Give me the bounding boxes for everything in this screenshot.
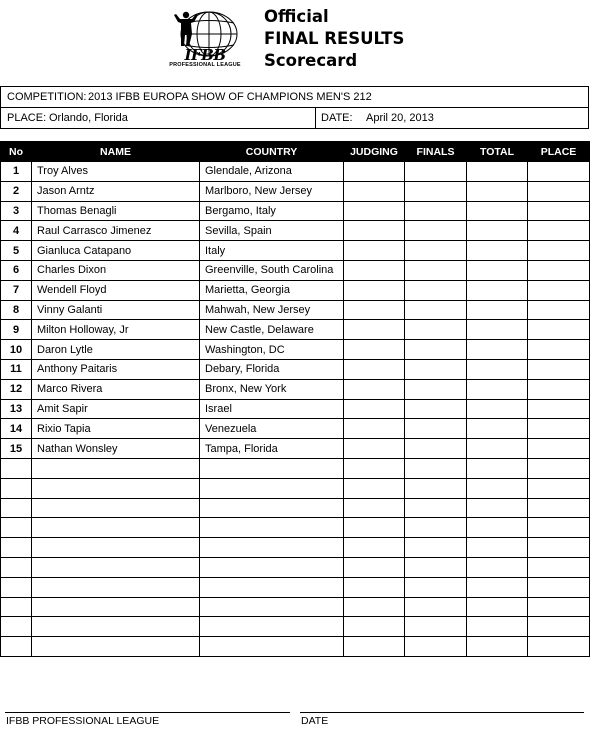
cell-no: 14 xyxy=(1,419,32,439)
col-header-total: TOTAL xyxy=(467,142,528,162)
cell-empty xyxy=(200,478,344,498)
cell-empty xyxy=(528,498,590,518)
cell-finals xyxy=(405,419,467,439)
table-row xyxy=(1,359,590,379)
cell-empty xyxy=(344,597,405,617)
cell-empty xyxy=(528,518,590,538)
place-value: Orlando, Florida xyxy=(49,112,128,124)
cell-empty xyxy=(32,577,200,597)
cell-empty xyxy=(344,617,405,637)
logo-wordmark xyxy=(166,48,244,69)
cell-name: Charles Dixon xyxy=(32,260,200,280)
cell-empty xyxy=(467,577,528,597)
cell-empty xyxy=(1,458,32,478)
table-row xyxy=(1,340,590,360)
cell-empty xyxy=(32,518,200,538)
cell-judging xyxy=(344,201,405,221)
cell-empty xyxy=(200,637,344,657)
cell-no: 11 xyxy=(1,359,32,379)
table-row xyxy=(1,162,590,182)
date-value: April 20, 2013 xyxy=(366,112,434,124)
cell-country: Venezuela xyxy=(200,419,344,439)
cell-empty xyxy=(344,498,405,518)
cell-country: Marlboro, New Jersey xyxy=(200,181,344,201)
table-row xyxy=(1,300,590,320)
cell-name: Thomas Benagli xyxy=(32,201,200,221)
cell-empty xyxy=(200,498,344,518)
cell-no: 10 xyxy=(1,340,32,360)
cell-judging xyxy=(344,439,405,459)
table-row xyxy=(1,181,590,201)
cell-empty xyxy=(32,637,200,657)
cell-empty xyxy=(1,617,32,637)
competition-row xyxy=(1,87,588,107)
table-row-empty xyxy=(1,478,590,498)
cell-empty xyxy=(405,577,467,597)
cell-empty xyxy=(467,597,528,617)
cell-name: Gianluca Catapano xyxy=(32,241,200,261)
cell-empty xyxy=(200,557,344,577)
cell-empty xyxy=(467,458,528,478)
cell-finals xyxy=(405,340,467,360)
cell-finals xyxy=(405,221,467,241)
cell-place xyxy=(528,280,590,300)
cell-name: Amit Sapir xyxy=(32,399,200,419)
cell-empty xyxy=(32,498,200,518)
table-row xyxy=(1,320,590,340)
place-label: PLACE: xyxy=(7,112,47,124)
cell-judging xyxy=(344,300,405,320)
signature-line-date xyxy=(300,712,584,713)
cell-place xyxy=(528,221,590,241)
cell-judging xyxy=(344,280,405,300)
cell-judging xyxy=(344,221,405,241)
col-header-name: NAME xyxy=(32,142,200,162)
cell-judging xyxy=(344,379,405,399)
cell-name: Rixio Tapia xyxy=(32,419,200,439)
table-row xyxy=(1,260,590,280)
table-row xyxy=(1,201,590,221)
cell-finals xyxy=(405,181,467,201)
cell-no: 3 xyxy=(1,201,32,221)
cell-place xyxy=(528,340,590,360)
cell-place xyxy=(528,419,590,439)
cell-name: Raul Carrasco Jimenez xyxy=(32,221,200,241)
cell-name: Troy Alves xyxy=(32,162,200,182)
cell-empty xyxy=(200,518,344,538)
cell-empty xyxy=(344,637,405,657)
table-row xyxy=(1,419,590,439)
cell-judging xyxy=(344,241,405,261)
cell-judging xyxy=(344,260,405,280)
footer-league-label: IFBB PROFESSIONAL LEAGUE xyxy=(6,715,160,727)
place-date-row xyxy=(1,107,588,128)
cell-total xyxy=(467,162,528,182)
cell-name: Marco Rivera xyxy=(32,379,200,399)
cell-empty xyxy=(344,538,405,558)
date-cell xyxy=(315,108,434,128)
cell-name: Jason Arntz xyxy=(32,181,200,201)
table-row xyxy=(1,439,590,459)
cell-place xyxy=(528,241,590,261)
cell-total xyxy=(467,181,528,201)
cell-total xyxy=(467,241,528,261)
cell-empty xyxy=(528,557,590,577)
cell-empty xyxy=(405,637,467,657)
cell-empty xyxy=(405,478,467,498)
cell-empty xyxy=(467,498,528,518)
cell-no: 13 xyxy=(1,399,32,419)
competition-label: COMPETITION: xyxy=(7,91,87,103)
cell-empty xyxy=(1,478,32,498)
cell-place xyxy=(528,379,590,399)
cell-total xyxy=(467,399,528,419)
cell-empty xyxy=(528,617,590,637)
table-row xyxy=(1,399,590,419)
table-row xyxy=(1,280,590,300)
table-row-empty xyxy=(1,637,590,657)
competition-info-box xyxy=(0,86,589,129)
results-table xyxy=(0,141,590,657)
cell-country: Marietta, Georgia xyxy=(200,280,344,300)
title-line-final-results: FINAL RESULTS xyxy=(264,29,405,48)
cell-no: 9 xyxy=(1,320,32,340)
cell-empty xyxy=(344,458,405,478)
cell-judging xyxy=(344,359,405,379)
col-header-place: PLACE xyxy=(528,142,590,162)
logo-professional-league-text: PROFESSIONAL LEAGUE xyxy=(169,62,241,68)
cell-empty xyxy=(467,617,528,637)
logo-ifbb-text: IFBB xyxy=(184,46,226,64)
cell-name: Wendell Floyd xyxy=(32,280,200,300)
cell-empty xyxy=(405,557,467,577)
table-row-empty xyxy=(1,597,590,617)
cell-finals xyxy=(405,439,467,459)
cell-finals xyxy=(405,241,467,261)
cell-total xyxy=(467,359,528,379)
cell-empty xyxy=(1,557,32,577)
cell-finals xyxy=(405,260,467,280)
cell-country: Debary, Florida xyxy=(200,359,344,379)
cell-empty xyxy=(32,557,200,577)
cell-empty xyxy=(405,617,467,637)
results-body xyxy=(1,162,590,657)
cell-empty xyxy=(32,617,200,637)
cell-empty xyxy=(200,458,344,478)
cell-empty xyxy=(528,458,590,478)
cell-empty xyxy=(467,518,528,538)
signature-line-league xyxy=(5,712,290,713)
cell-total xyxy=(467,320,528,340)
cell-name: Daron Lytle xyxy=(32,340,200,360)
cell-empty xyxy=(467,478,528,498)
cell-judging xyxy=(344,162,405,182)
cell-total xyxy=(467,201,528,221)
cell-place xyxy=(528,260,590,280)
cell-empty xyxy=(1,538,32,558)
cell-place xyxy=(528,181,590,201)
cell-empty xyxy=(528,478,590,498)
footer-date-label: DATE xyxy=(301,715,329,727)
cell-total xyxy=(467,221,528,241)
table-row xyxy=(1,221,590,241)
table-row-empty xyxy=(1,577,590,597)
cell-name: Nathan Wonsley xyxy=(32,439,200,459)
cell-country: Mahwah, New Jersey xyxy=(200,300,344,320)
col-header-no: No xyxy=(1,142,32,162)
cell-name: Anthony Paitaris xyxy=(32,359,200,379)
cell-empty xyxy=(200,617,344,637)
cell-place xyxy=(528,399,590,419)
cell-place xyxy=(528,300,590,320)
cell-empty xyxy=(405,458,467,478)
cell-no: 5 xyxy=(1,241,32,261)
cell-total xyxy=(467,379,528,399)
cell-judging xyxy=(344,340,405,360)
cell-total xyxy=(467,419,528,439)
cell-no: 1 xyxy=(1,162,32,182)
title-line-scorecard: Scorecard xyxy=(264,51,358,70)
cell-judging xyxy=(344,419,405,439)
cell-judging xyxy=(344,181,405,201)
cell-place xyxy=(528,320,590,340)
cell-empty xyxy=(344,478,405,498)
cell-finals xyxy=(405,359,467,379)
cell-finals xyxy=(405,162,467,182)
cell-no: 15 xyxy=(1,439,32,459)
cell-total xyxy=(467,280,528,300)
cell-no: 8 xyxy=(1,300,32,320)
cell-no: 6 xyxy=(1,260,32,280)
cell-finals xyxy=(405,379,467,399)
cell-country: Washington, DC xyxy=(200,340,344,360)
cell-place xyxy=(528,162,590,182)
cell-total xyxy=(467,300,528,320)
cell-country: Bergamo, Italy xyxy=(200,201,344,221)
col-header-finals: FINALS xyxy=(405,142,467,162)
table-row-empty xyxy=(1,617,590,637)
table-row-empty xyxy=(1,498,590,518)
cell-country: Italy xyxy=(200,241,344,261)
cell-empty xyxy=(200,577,344,597)
cell-name: Milton Holloway, Jr xyxy=(32,320,200,340)
cell-no: 2 xyxy=(1,181,32,201)
table-row xyxy=(1,241,590,261)
cell-empty xyxy=(344,518,405,538)
cell-empty xyxy=(1,597,32,617)
table-header-row xyxy=(1,142,590,162)
cell-empty xyxy=(467,637,528,657)
cell-empty xyxy=(528,597,590,617)
cell-place xyxy=(528,439,590,459)
cell-empty xyxy=(405,518,467,538)
cell-country: Greenville, South Carolina xyxy=(200,260,344,280)
cell-empty xyxy=(528,577,590,597)
cell-empty xyxy=(344,577,405,597)
title-line-official: Official xyxy=(264,7,329,26)
cell-country: Israel xyxy=(200,399,344,419)
cell-finals xyxy=(405,399,467,419)
cell-finals xyxy=(405,300,467,320)
cell-no: 12 xyxy=(1,379,32,399)
cell-judging xyxy=(344,399,405,419)
cell-empty xyxy=(405,538,467,558)
cell-empty xyxy=(1,637,32,657)
cell-empty xyxy=(1,577,32,597)
cell-finals xyxy=(405,201,467,221)
cell-name: Vinny Galanti xyxy=(32,300,200,320)
cell-empty xyxy=(32,478,200,498)
cell-empty xyxy=(467,557,528,577)
table-row xyxy=(1,379,590,399)
cell-total xyxy=(467,340,528,360)
cell-empty xyxy=(344,557,405,577)
cell-empty xyxy=(405,498,467,518)
table-row-empty xyxy=(1,458,590,478)
cell-finals xyxy=(405,280,467,300)
cell-empty xyxy=(32,538,200,558)
cell-total xyxy=(467,260,528,280)
table-row-empty xyxy=(1,518,590,538)
cell-country: Sevilla, Spain xyxy=(200,221,344,241)
cell-total xyxy=(467,439,528,459)
cell-judging xyxy=(344,320,405,340)
cell-finals xyxy=(405,320,467,340)
col-header-country: COUNTRY xyxy=(200,142,344,162)
cell-empty xyxy=(200,538,344,558)
cell-no: 7 xyxy=(1,280,32,300)
cell-place xyxy=(528,201,590,221)
cell-empty xyxy=(32,597,200,617)
cell-country: New Castle, Delaware xyxy=(200,320,344,340)
cell-empty xyxy=(467,538,528,558)
cell-country: Bronx, New York xyxy=(200,379,344,399)
cell-empty xyxy=(528,637,590,657)
competition-value: 2013 IFBB EUROPA SHOW OF CHAMPIONS MEN'S 212 xyxy=(88,91,372,103)
cell-empty xyxy=(405,597,467,617)
document-title xyxy=(264,6,404,72)
date-label: DATE: xyxy=(321,112,353,124)
table-row-empty xyxy=(1,538,590,558)
cell-country: Glendale, Arizona xyxy=(200,162,344,182)
cell-empty xyxy=(528,538,590,558)
cell-empty xyxy=(1,498,32,518)
cell-place xyxy=(528,359,590,379)
cell-empty xyxy=(1,518,32,538)
col-header-judging: JUDGING xyxy=(344,142,405,162)
cell-no: 4 xyxy=(1,221,32,241)
cell-empty xyxy=(200,597,344,617)
cell-empty xyxy=(32,458,200,478)
cell-country: Tampa, Florida xyxy=(200,439,344,459)
table-row-empty xyxy=(1,557,590,577)
